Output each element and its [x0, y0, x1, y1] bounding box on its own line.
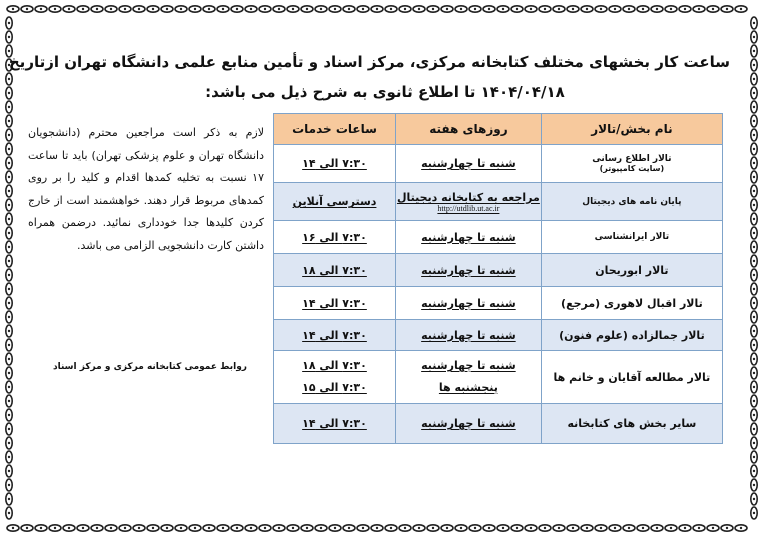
table-row [274, 404, 723, 444]
announcement-title-line-1: ساعت کار بخشهای مختلف کتابخانه مرکزی، مرکز اسناد و تأمین منابع علمی دانشگاه تهران ازتاریخ [8, 53, 730, 71]
header-name: نام بخش/تالار [541, 114, 722, 145]
row-name: تالار جمالزاده (علوم فنون) [541, 320, 722, 351]
row-days-line-2: پنجشنبه ها [438, 381, 498, 394]
table-row [274, 145, 723, 183]
table-row [274, 320, 723, 351]
row-name: تالار ایرانشناسی [541, 221, 722, 254]
table-row [274, 287, 723, 320]
header-days: روزهای هفته [396, 114, 542, 145]
row-hours: ۷:۳۰ الی ۱۴ [274, 287, 396, 320]
row-days: شنبه تا چهارشنبه [396, 404, 542, 444]
row-hours: ۷:۳۰ الی ۱۴ [274, 404, 396, 444]
digital-library-link[interactable]: http://utdlib.ut.ac.ir [437, 203, 500, 213]
row-name: تالار ابوریحان [541, 254, 722, 287]
row-name: پایان نامه های دیجیتال [541, 183, 722, 221]
table-row [274, 254, 723, 287]
row-days [396, 183, 542, 221]
row-name-text: تالار اطلاع رسانی [592, 154, 672, 164]
row-days: شنبه تا چهارشنبه [396, 221, 542, 254]
row-days: شنبه تا چهارشنبه [396, 145, 542, 183]
announcement-title-line-2: ۱۴۰۴/۰۴/۱۸ تا اطلاع ثانوی به شرح ذیل می باشد: [205, 83, 565, 101]
row-hours-line-1: ۷:۳۰ الی ۱۸ [302, 359, 367, 372]
notice-paragraph: لازم به ذکر است مراجعین محترم (دانشجویان دانشگاه تهران و علوم پزشکی تهران) باید تا ساعت ۱۷ نسبت به تخلیه کمدها اقدام و کلید را بر روی کمدهای مربوط قرار دهند. خواهشمند است از خارج کردن کلیدها جدا خودداری نمائید. درضمن همراه داشتن کارت دانشجویی الزامی می باشد. [28, 126, 264, 252]
row-hours: دسترسی آنلاین [274, 183, 396, 221]
row-name-subtext: (سایت کامپیوتر) [599, 164, 665, 173]
row-hours [274, 351, 396, 404]
table-row [274, 183, 723, 221]
row-name: تالار اقبال لاهوری (مرجع) [541, 287, 722, 320]
row-hours-line-2: ۷:۳۰ الی ۱۵ [302, 381, 367, 394]
row-days [396, 351, 542, 404]
table-row [274, 351, 723, 404]
row-days: شنبه تا چهارشنبه [396, 287, 542, 320]
row-days-text: مراجعه به کتابخانه دیجیتال [396, 190, 540, 204]
schedule-table [273, 113, 723, 444]
row-hours: ۷:۳۰ الی ۱۶ [274, 221, 396, 254]
row-name: سایر بخش های کتابخانه [541, 404, 722, 444]
row-hours: ۷:۳۰ الی ۱۸ [274, 254, 396, 287]
row-hours: ۷:۳۰ الی ۱۴ [274, 320, 396, 351]
table-header-row [274, 114, 723, 145]
header-hours: ساعات خدمات [274, 114, 396, 145]
table-row [274, 221, 723, 254]
signature: روابط عمومی کتابخانه مرکزی و مرکز اسناد [52, 362, 247, 372]
row-days: شنبه تا چهارشنبه [396, 254, 542, 287]
row-hours: ۷:۳۰ الی ۱۴ [274, 145, 396, 183]
row-name [541, 145, 722, 183]
row-name: تالار مطالعه آقایان و خانم ها [541, 351, 722, 404]
row-days: شنبه تا چهارشنبه [396, 320, 542, 351]
row-days-line-1: شنبه تا چهارشنبه [421, 359, 516, 372]
